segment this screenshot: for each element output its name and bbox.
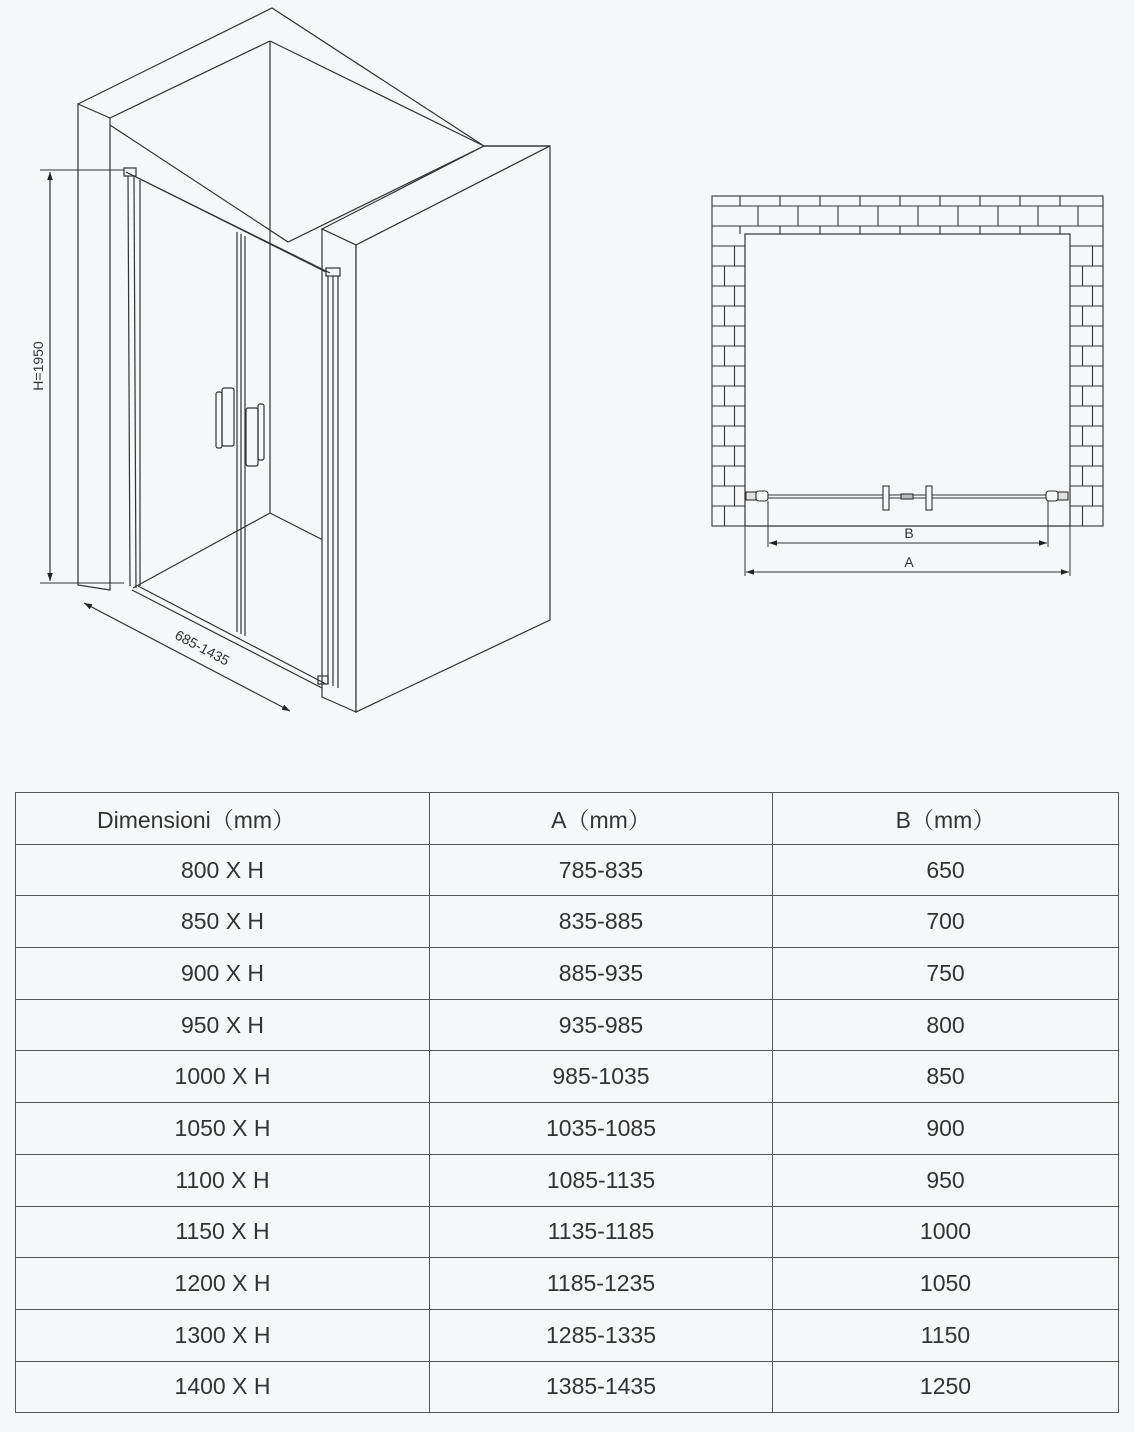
header-a: A（mm） (430, 793, 773, 845)
height-label: H=1950 (30, 341, 46, 391)
width-label: 685-1435 (172, 626, 233, 669)
cell-b: 700 (773, 896, 1119, 948)
cell-a: 985-1035 (430, 1051, 773, 1103)
table-row (16, 1309, 1119, 1361)
cell-a: 1185-1235 (430, 1258, 773, 1310)
cell-b: 650 (773, 844, 1119, 896)
cell-b: 900 (773, 1103, 1119, 1155)
cell-a: 935-985 (430, 999, 773, 1051)
cell-b: 950 (773, 1154, 1119, 1206)
cell-a: 1135-1185 (430, 1206, 773, 1258)
plan-view (712, 196, 1103, 576)
cell-dimensions: 800 X H (16, 844, 430, 896)
table-row (16, 844, 1119, 896)
table-header-row (16, 793, 1119, 845)
cell-dimensions: 1100 X H (16, 1154, 430, 1206)
cell-b: 800 (773, 999, 1119, 1051)
glass-doors (124, 168, 340, 688)
cell-a: 835-885 (430, 896, 773, 948)
table-row (16, 999, 1119, 1051)
right-wall (322, 146, 550, 712)
cell-b: 1150 (773, 1309, 1119, 1361)
cell-b: 1000 (773, 1206, 1119, 1258)
table-row (16, 1206, 1119, 1258)
cell-a: 1035-1085 (430, 1103, 773, 1155)
cell-a: 885-935 (430, 948, 773, 1000)
cell-b: 850 (773, 1051, 1119, 1103)
cell-b: 1050 (773, 1258, 1119, 1310)
cell-dimensions: 1200 X H (16, 1258, 430, 1310)
header-dimensions: Dimensioni（mm） (16, 793, 430, 845)
cell-dimensions: 1150 X H (16, 1206, 430, 1258)
cell-b: 750 (773, 948, 1119, 1000)
width-dimension (84, 603, 290, 711)
table-row (16, 1258, 1119, 1310)
dimension-table (15, 792, 1119, 1413)
cell-a: 785-835 (430, 844, 773, 896)
table-row (16, 1103, 1119, 1155)
cell-a: 1385-1435 (430, 1361, 773, 1413)
cell-dimensions: 1400 X H (16, 1361, 430, 1413)
cell-dimensions: 950 X H (16, 999, 430, 1051)
table-row (16, 1051, 1119, 1103)
cell-dimensions: 1050 X H (16, 1103, 430, 1155)
cell-dimensions: 1300 X H (16, 1309, 430, 1361)
cell-b: 1250 (773, 1361, 1119, 1413)
table-row (16, 1361, 1119, 1413)
dimension-b-label: B (904, 525, 914, 541)
cell-a: 1085-1135 (430, 1154, 773, 1206)
room-interior (745, 234, 1070, 526)
perspective-view (40, 8, 550, 712)
table-row (16, 1154, 1119, 1206)
dimension-a-label: A (904, 554, 914, 570)
table-row (16, 948, 1119, 1000)
cell-a: 1285-1335 (430, 1309, 773, 1361)
cell-dimensions: 900 X H (16, 948, 430, 1000)
header-b: B（mm） (773, 793, 1119, 845)
cell-dimensions: 850 X H (16, 896, 430, 948)
cell-dimensions: 1000 X H (16, 1051, 430, 1103)
table-row (16, 896, 1119, 948)
